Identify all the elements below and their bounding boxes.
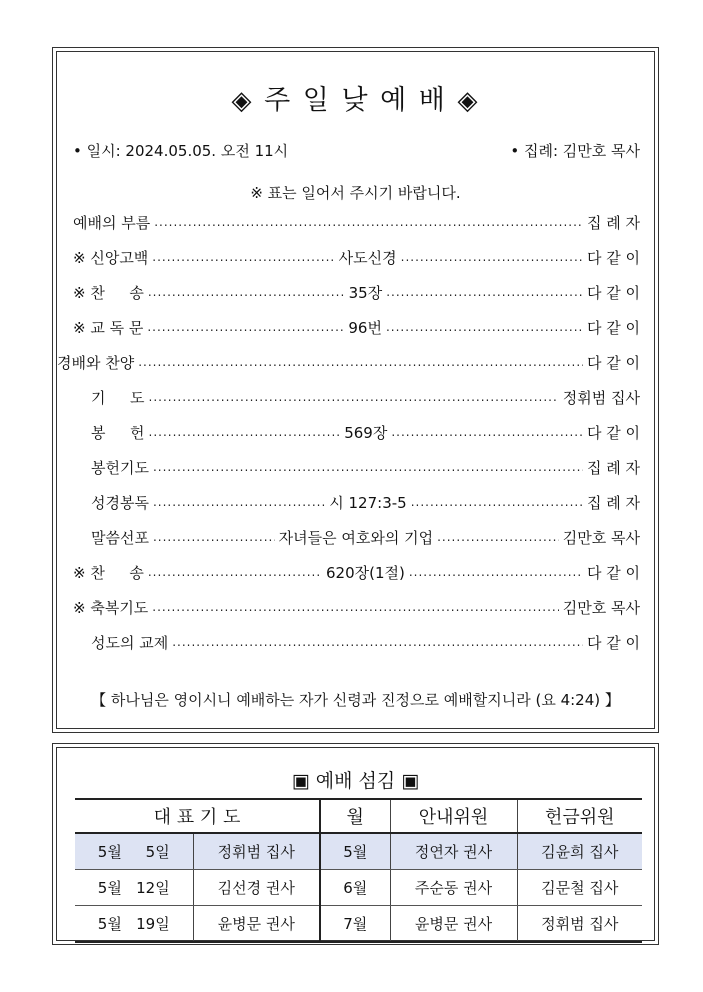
worship-leader: • 집례: 김만호 목사 (510, 142, 640, 160)
order-label: 경배와 찬양 (57, 353, 135, 372)
order-label: ※ 교 독 문 (73, 318, 144, 337)
dot-leader (386, 320, 583, 334)
dot-leader (147, 320, 344, 334)
dot-leader (149, 425, 341, 439)
order-content: 시 127:3-5 (329, 493, 407, 512)
order-performer: 김만호 목사 (562, 598, 640, 617)
order-content: 자녀들은 여호와의 기업 (278, 528, 434, 547)
dot-leader (152, 250, 334, 264)
duty-header-row (75, 799, 642, 833)
scripture-verse: 【 하나님은 영이시니 예배하는 자가 신령과 진정으로 예배할지니라 (요 4:24) 】 (91, 691, 620, 709)
dot-leader (153, 530, 275, 544)
dot-leader (411, 495, 583, 509)
dot-leader (153, 495, 325, 509)
dot-leader (401, 250, 583, 264)
order-performer: 다 같 이 (586, 423, 640, 442)
order-content: 사도신경 (338, 248, 397, 267)
date-month: 5월 (97, 843, 122, 861)
order-label: 성도의 교제 (91, 633, 169, 652)
usher-person: 윤병문 권사 (390, 906, 517, 943)
header-prayer: 대 표 기 도 (75, 799, 320, 833)
order-row (73, 561, 640, 583)
order-content: 35장 (348, 283, 383, 302)
prayer-person: 김선경 권사 (193, 870, 320, 906)
dot-leader (149, 390, 559, 404)
month-cell: 7월 (320, 906, 390, 943)
order-content: 96번 (348, 318, 382, 337)
order-performer: 다 같 이 (586, 563, 640, 582)
dot-leader (154, 215, 583, 229)
dot-leader (386, 285, 583, 299)
duty-title: ▣ 예배 섬김 ▣ (291, 770, 420, 792)
order-label: 기 도 (91, 388, 145, 407)
date-month: 5월 (97, 879, 122, 897)
table-row (75, 833, 642, 870)
worship-date: • 일시: 2024.05.05. 오전 11시 (73, 142, 289, 160)
diamond-icon-right: ◈ (457, 86, 480, 116)
order-row (91, 421, 640, 443)
table-row (75, 870, 642, 906)
header-offering: 헌금위원 (517, 799, 642, 833)
dot-leader (153, 460, 583, 474)
worship-order-inner-border (56, 51, 655, 729)
order-performer: 집 례 자 (586, 458, 640, 477)
worship-order-box (52, 47, 659, 733)
date-day: 19일 (136, 915, 170, 933)
worship-title (57, 78, 654, 117)
order-row (73, 281, 640, 303)
order-label: ※ 신앙고백 (73, 248, 149, 267)
dot-leader (172, 635, 583, 649)
order-label: 성경봉독 (91, 493, 149, 512)
date-day: 12일 (136, 879, 170, 897)
order-content: 620장(1절) (325, 563, 405, 582)
standing-notice: ※ 표는 일어서 주시기 바랍니다. (250, 184, 461, 202)
dot-leader (138, 355, 583, 369)
order-label: ※ 찬 송 (73, 563, 144, 582)
order-performer: 다 같 이 (586, 283, 640, 302)
worship-duty-box (52, 743, 659, 945)
order-performer: 다 같 이 (586, 633, 640, 652)
duty-table (75, 798, 642, 943)
order-row (91, 526, 640, 548)
order-label: 예배의 부름 (73, 213, 151, 232)
order-performer: 집 례 자 (586, 493, 640, 512)
month-cell: 5월 (320, 833, 390, 870)
date-month: 5월 (97, 915, 122, 933)
dot-leader (148, 285, 345, 299)
order-performer: 다 같 이 (586, 318, 640, 337)
worship-title-text: 주 일 낮 예 배 (264, 85, 447, 116)
order-row (73, 316, 640, 338)
dot-leader (391, 425, 583, 439)
table-row (75, 906, 642, 943)
prayer-date (75, 833, 193, 870)
order-performer: 다 같 이 (586, 248, 640, 267)
order-row (73, 211, 640, 233)
order-performer: 다 같 이 (586, 353, 640, 372)
order-row (91, 456, 640, 478)
header-usher: 안내위원 (390, 799, 517, 833)
dot-leader (409, 565, 583, 579)
diamond-icon-left: ◈ (231, 86, 254, 116)
order-row (73, 246, 640, 268)
prayer-person: 윤병문 권사 (193, 906, 320, 943)
order-content: 569장 (344, 423, 388, 442)
order-label: ※ 축복기도 (73, 598, 149, 617)
usher-person: 정연자 권사 (390, 833, 517, 870)
dot-leader (437, 530, 559, 544)
prayer-person: 정휘범 집사 (193, 833, 320, 870)
offering-person: 김윤희 집사 (517, 833, 642, 870)
dot-leader (148, 565, 322, 579)
order-row (73, 596, 640, 618)
order-row (91, 491, 640, 513)
dot-leader (152, 600, 558, 614)
date-day: 5일 (145, 843, 170, 861)
offering-person: 정휘범 집사 (517, 906, 642, 943)
order-label: 봉 헌 (91, 423, 145, 442)
order-performer: 집 례 자 (586, 213, 640, 232)
usher-person: 주순동 권사 (390, 870, 517, 906)
order-label: 봉헌기도 (91, 458, 149, 477)
order-performer: 김만호 목사 (562, 528, 640, 547)
prayer-date (75, 870, 193, 906)
order-label: ※ 찬 송 (73, 283, 144, 302)
order-label: 말씀선포 (91, 528, 149, 547)
order-performer: 정휘범 집사 (562, 388, 640, 407)
order-row (57, 351, 640, 373)
offering-person: 김문철 집사 (517, 870, 642, 906)
order-row (91, 386, 640, 408)
header-month: 월 (320, 799, 390, 833)
month-cell: 6월 (320, 870, 390, 906)
prayer-date (75, 906, 193, 943)
order-row (91, 631, 640, 653)
worship-duty-inner-border (56, 747, 655, 941)
